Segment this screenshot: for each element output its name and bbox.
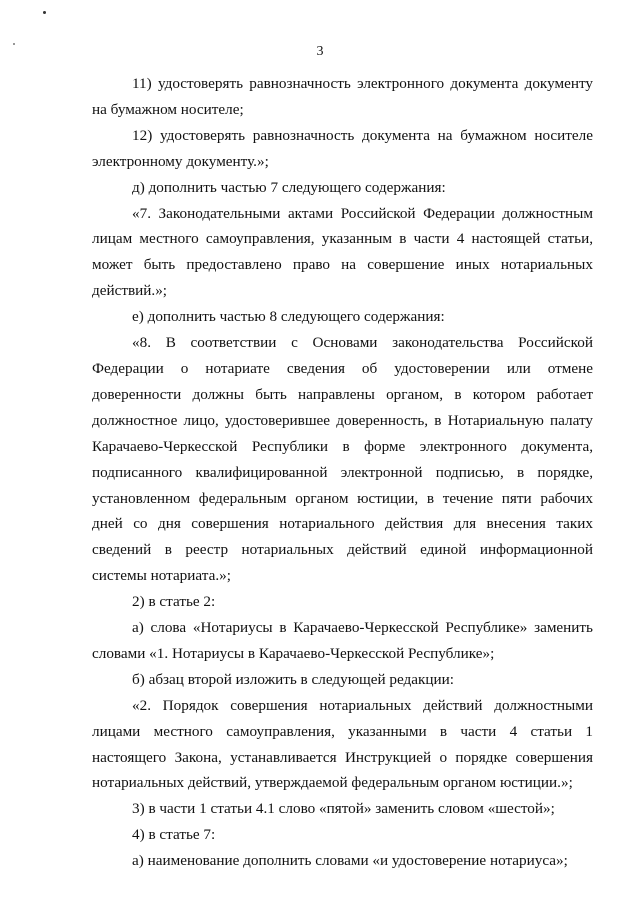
paragraph-subpoint-d: д) дополнить частью 7 следующего содержания:	[132, 178, 446, 196]
paragraph-item-12: 12) удостоверять равнозначность документа на бумажном носителе электронному документу.»;	[92, 126, 593, 170]
paragraph-subpoint-a-naming: а) наименование дополнить словами «и удостоверение нотариуса»;	[132, 852, 568, 870]
paragraph-item-11: 11) удостоверять равнозначность электронного документа документу на бумажном носителе;	[92, 75, 593, 118]
paragraph-subpoint-b: б) абзац второй изложить в следующей редакции:	[132, 670, 454, 688]
paragraph-part-8-quote: «8. В соответствии с Основами законодательства Российской Федерации о нотариате сведения об удостоверении или отмене доверенности должны быть направлены органом, в котором работает должностное лицо, удостоверившее доверенность, в Нотариальную палату Карачаево-Черкесской Республики в форме электронного документа, подписанного квалифицированной электронной подписью, в порядке, установленном федеральным органом юстиции, в течение пяти рабочих дней со дня совершения нотариального действия для внесения таких сведений в реестр нотариальных действий единой информационной системы нотариата.»;	[92, 334, 593, 585]
paragraph-part-7-quote: «7. Законодательными актами Российской Федерации должностным лицам местного самоуправления, указанным в части 4 настоящей статьи, может быть предоставлено право на совершение иных нотариальных действий.»;	[92, 204, 593, 300]
scan-speck	[43, 11, 46, 14]
paragraph-point-2: 2) в статье 2:	[132, 593, 216, 611]
paragraph-point-4: 4) в статье 7:	[132, 826, 216, 844]
document-body	[92, 71, 593, 874]
paragraph-subpoint-a: а) слова «Нотариусы в Карачаево-Черкесской Республике» заменить словами «1. Нотариусы в Карачаево-Черкесской Республике»;	[92, 619, 593, 662]
paragraph-part-2-quote: «2. Порядок совершения нотариальных действий должностными лицами местного самоуправления, указанными в части 4 статьи 1 настоящего Закона, устанавливается Инструкцией о порядке совершения нотариальных действий, утверждаемой федеральным органом юстиции.»;	[92, 696, 593, 792]
page-number: 3	[316, 44, 324, 59]
paragraph-point-3: 3) в части 1 статьи 4.1 слово «пятой» заменить словом «шестой»;	[132, 800, 555, 818]
paragraph-subpoint-e: е) дополнить частью 8 следующего содержания:	[132, 308, 445, 326]
